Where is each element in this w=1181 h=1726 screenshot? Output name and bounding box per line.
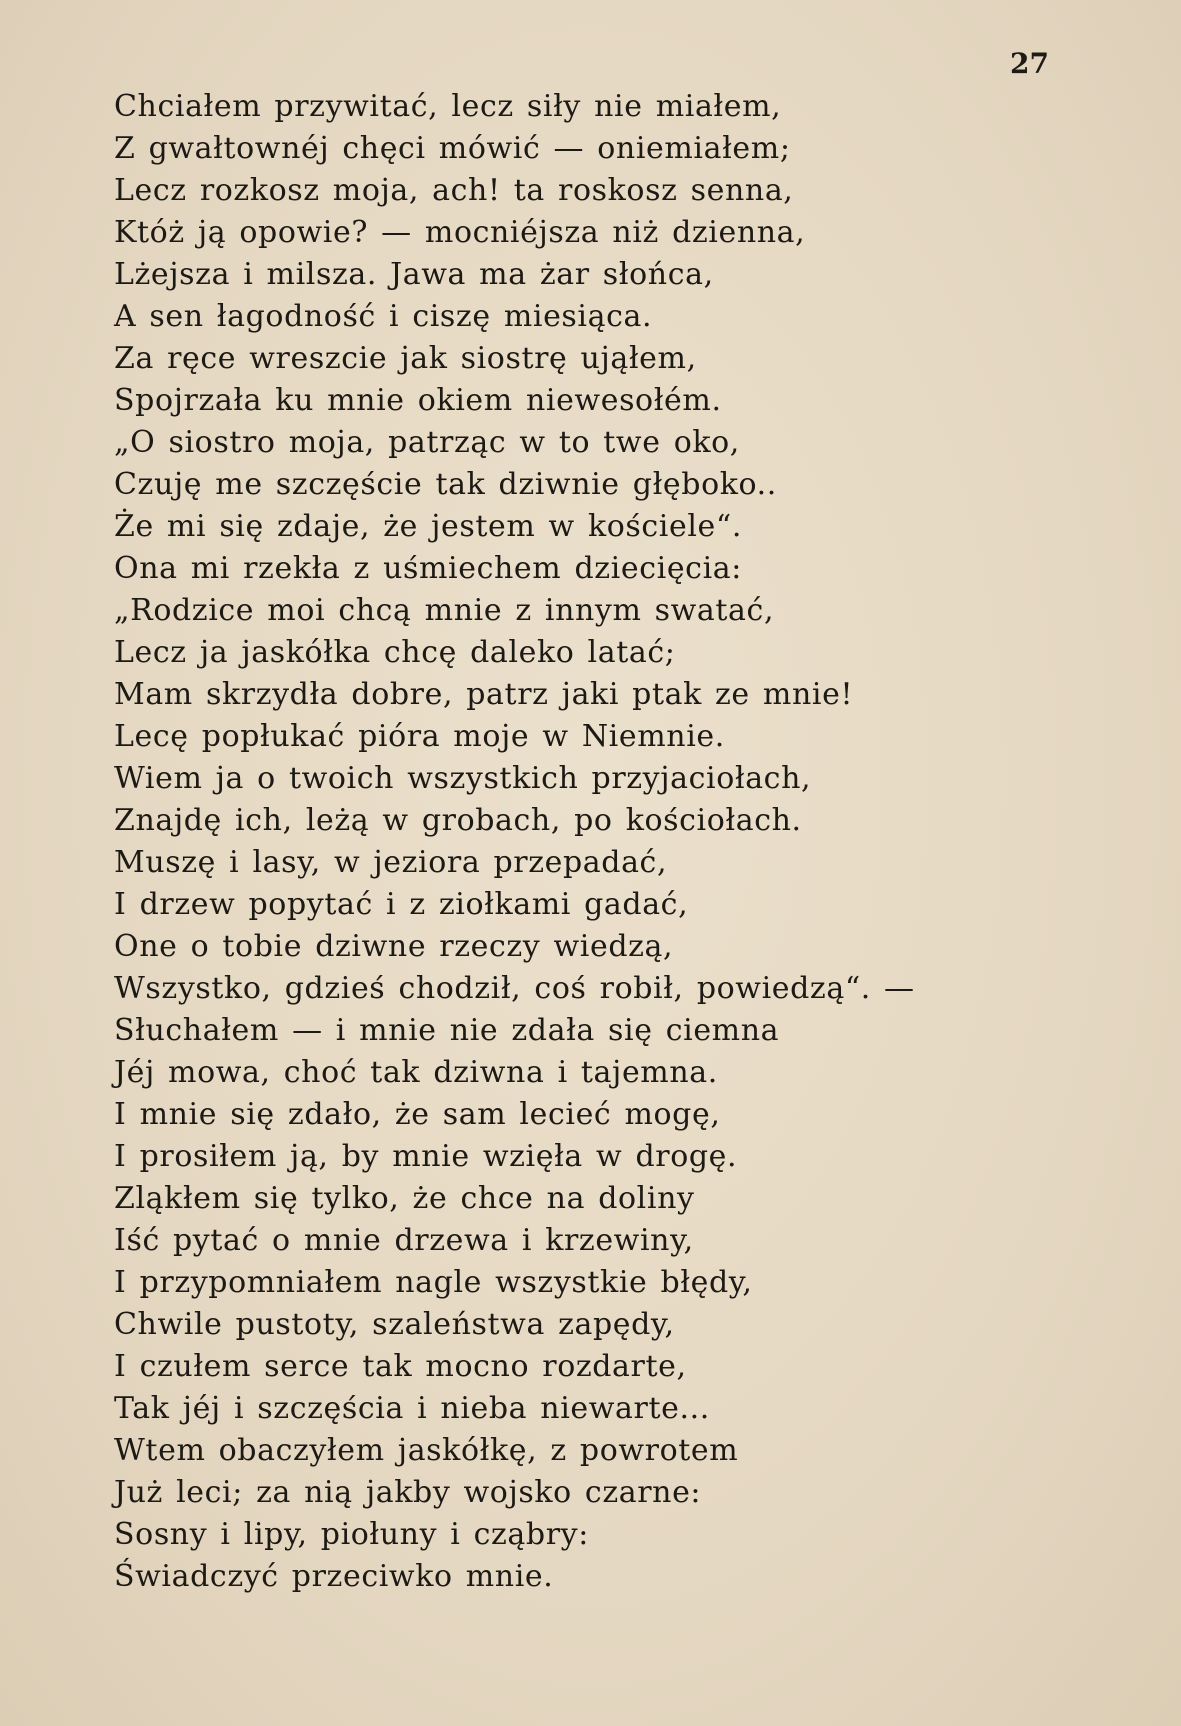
verse-line: I przypomniałem nagle wszystkie błędy, (114, 1265, 753, 1300)
verse-line: Ona mi rzekła z uśmiechem dziecięcia: (114, 551, 742, 586)
verse-line: Jéj mowa, choć tak dziwna i tajemna. (114, 1055, 718, 1090)
verse-line: „O siostro moja, patrząc w to twe oko, (114, 425, 740, 460)
poem-text (114, 86, 1114, 1598)
verse-line: Z gwałtownéj chęci mówić — oniemiałem; (114, 131, 791, 166)
verse-line: Spojrzała ku mnie okiem niewesołém. (114, 383, 722, 418)
verse-line: Tak jéj i szczęścia i nieba niewarte... (114, 1391, 710, 1426)
verse-line: „Rodzice moi chcą mnie z innym swatać, (114, 593, 775, 628)
verse-line: Świadczyć przeciwko mnie. (114, 1559, 554, 1594)
verse-line: Słuchałem — i mnie nie zdała się ciemna (114, 1013, 780, 1048)
verse-line: Sosny i lipy, piołuny i cząbry: (114, 1517, 589, 1552)
verse-line: Że mi się zdaje, że jestem w kościele“. (114, 509, 742, 544)
verse-line: Wiem ja o twoich wszystkich przyjaciołach, (114, 761, 812, 796)
verse-line: Któż ją opowie? — mocniéjsza niż dzienna, (114, 215, 806, 250)
verse-line: Znajdę ich, leżą w grobach, po kościołach. (114, 803, 802, 838)
verse-line: I mnie się zdało, że sam lecieć mogę, (114, 1097, 721, 1132)
verse-line: Iść pytać o mnie drzewa i krzewiny, (114, 1223, 694, 1258)
verse-line: Za ręce wreszcie jak siostrę ująłem, (114, 341, 697, 376)
verse-line: Czuję me szczęście tak dziwnie głęboko.. (114, 467, 777, 502)
verse-line: Lecz ja jaskółka chcę daleko latać; (114, 635, 676, 670)
verse-line: A sen łagodność i ciszę miesiąca. (114, 299, 653, 334)
verse-line: Lecz rozkosz moja, ach! ta roskosz senna, (114, 173, 794, 208)
verse-line: Wszystko, gdzieś chodził, coś robił, powiedzą“. — (114, 971, 915, 1006)
verse-line: Już leci; za nią jakby wojsko czarne: (114, 1475, 702, 1510)
verse-line: Chciałem przywitać, lecz siły nie miałem, (114, 89, 782, 124)
verse-line: Wtem obaczyłem jaskółkę, z powrotem (114, 1433, 739, 1468)
verse-line: One o tobie dziwne rzeczy wiedzą, (114, 929, 674, 964)
verse-line: I drzew popytać i z ziołkami gadać, (114, 887, 689, 922)
verse-line: I prosiłem ją, by mnie wzięła w drogę. (114, 1139, 738, 1174)
verse-line: Lecę popłukać pióra moje w Niemnie. (114, 719, 725, 754)
verse-line: I czułem serce tak mocno rozdarte, (114, 1349, 687, 1384)
verse-line: Mam skrzydła dobre, patrz jaki ptak ze mnie! (114, 677, 854, 712)
page-number: 27 (1010, 47, 1049, 80)
verse-line: Zląkłem się tylko, że chce na doliny (114, 1181, 695, 1216)
verse-line: Lżejsza i milsza. Jawa ma żar słońca, (114, 257, 714, 292)
verse-line: Chwile pustoty, szaleństwa zapędy, (114, 1307, 675, 1342)
verse-line: Muszę i lasy, w jeziora przepadać, (114, 845, 668, 880)
